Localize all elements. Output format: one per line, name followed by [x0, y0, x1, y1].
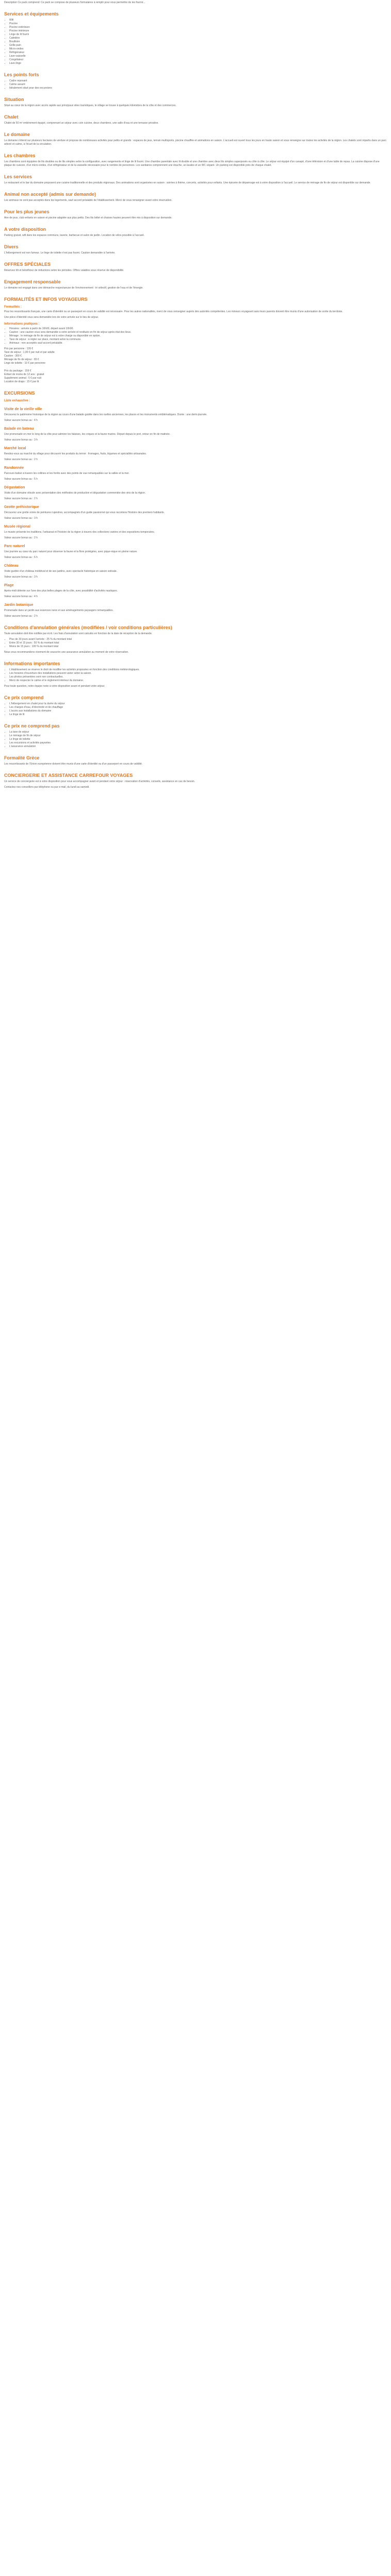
service-item: • Grille-pain: [9, 44, 387, 47]
compris-item: • L'hébergement en chalet pour la durée du séjour: [9, 702, 387, 706]
service-item: • Réfrigérateur: [9, 51, 387, 55]
noncompris-item: • Le ménage de fin de séjour: [9, 734, 387, 738]
point-item: • Cadre reposant: [9, 79, 387, 83]
service-item: • Linge de lit fourni: [9, 33, 387, 37]
divers-title: Divers: [4, 244, 19, 249]
cond-text: Toute annulation doit être notifiée par écrit. Les frais d'annulation sont calculés en fonction de la date de réception de la demande.: [4, 632, 153, 635]
forfait-title: Formalité Grèce: [4, 755, 40, 760]
chalet-title: Chalet: [4, 114, 19, 120]
noncompris-item: • Le linge de toilette: [9, 738, 387, 741]
excursion-title: Plage: [4, 584, 14, 587]
excursion-text: Découvrez une grotte ornée de peintures rupestres, accompagnés d'un guide passionné qui vous racontera l'histoire des premiers habitants.: [4, 511, 165, 514]
excursion-meta: Valeur aucune bonus au : 2 h: [4, 458, 38, 461]
important-item: • Les photos présentées sont non contractuelles.: [9, 675, 387, 679]
excursion-text: Parcours balisé à travers les collines et les forêts avec des points de vue remarquables sur la vallée et la mer.: [4, 472, 129, 475]
enfants-title: Pour les plus jeunes: [4, 209, 50, 214]
excursion-meta: Valeur aucune bonus au : 6 h: [4, 556, 38, 559]
excursion-title: Visite de la vieille ville: [4, 408, 42, 411]
formalites-text2: Une pièce d'identité vous sera demandée lors de votre arrivée sur le lieu de séjour.: [4, 316, 99, 319]
excursion-text: Découvrez le patrimoine historique de la région au cours d'une balade guidée dans les ruelles anciennes, les places et les monuments emblématiques. Durée : une demi-journée.: [4, 413, 207, 416]
excursion-title: Randonnée: [4, 466, 24, 470]
excursion-item: [4, 466, 387, 481]
service-item: • Lave-vaisselle: [9, 55, 387, 58]
price-line: Taxe de séjour : 1,00 € par nuit et par adulte: [4, 351, 55, 354]
excursion-text: Une journée au cœur du parc naturel pour observer la faune et la flore protégées, avec pique-nique en pleine nature.: [4, 550, 138, 553]
excursion-text: Le musée présente les traditions, l'artisanat et l'histoire de la région à travers des collections variées et des expositions temporaires.: [4, 531, 155, 534]
page: [0, 0, 391, 802]
excursion-title: Marché local: [4, 447, 26, 450]
price-line: Prix par personne : 139 €: [4, 347, 34, 350]
excursion-meta: Valeur aucune bonus au : 3 h: [4, 575, 38, 579]
excursion-title: Dégustation: [4, 486, 25, 489]
services-list: [4, 19, 387, 65]
compris-list: [4, 702, 387, 717]
excursion-item: [4, 407, 387, 422]
noncompris-item: • Les excursions et activités payantes: [9, 741, 387, 745]
excursion-item: [4, 603, 387, 618]
info-text: Pour toute question, notre équipe reste à votre disposition avant et pendant votre séjour.: [4, 685, 105, 688]
service-item: • Lave-linge: [9, 62, 387, 65]
cond-text2: Nous vous recommandons vivement de souscrire une assurance annulation au moment de votre réservation.: [4, 651, 129, 654]
compris-item: • L'accès aux installations du domaine: [9, 709, 387, 713]
situation-title: Situation: [4, 97, 24, 102]
point-item: • Calme assuré: [9, 83, 387, 87]
formalites-sub: Formalités :: [4, 306, 22, 309]
prix-block: [4, 347, 387, 365]
formalites-title: FORMALITÉS ET INFOS VOYAGEURS: [4, 297, 88, 302]
excursion-meta: Valeur aucune bonus au : 5 h: [4, 478, 38, 481]
offres-title: OFFRES SPÉCIALES: [4, 262, 51, 267]
animal-text: Les animaux ne sont pas acceptés dans les logements, sauf accord préalable de l'établissement. Merci de vous renseigner avant votre réservation.: [4, 199, 172, 202]
excursion-item: [4, 505, 387, 520]
concierge-text2: Contactez nos conseillers par téléphone ou par e-mail, du lundi au samedi.: [4, 786, 90, 789]
noncompris-list: [4, 731, 387, 749]
excursion-title: Balade en bateau: [4, 427, 34, 431]
excursion-title: Musée régional: [4, 525, 30, 529]
noncompris-item: • L'assurance annulation: [9, 745, 387, 749]
excursion-item: [4, 524, 387, 540]
important-item: • Les horaires d'ouverture des installations peuvent varier selon la saison.: [9, 672, 387, 675]
cond-list: [4, 638, 387, 649]
excursions-title: EXCURSIONS: [4, 391, 35, 396]
excursion-meta: Valeur aucune bonus au : 3 h: [4, 517, 38, 520]
resp-title: Engagement responsable: [4, 279, 61, 284]
info-item: • Caution : une caution vous sera demandée à votre arrivée et restituée en fin de séjour après état des lieux.: [9, 331, 387, 334]
autres-title: A votre disposition: [4, 227, 46, 232]
service-item: • Congélateur: [9, 58, 387, 62]
excursions-list: [4, 407, 387, 618]
price-line: Linge de toilette : 10 € par personne: [4, 362, 46, 365]
enfants-text: Aire de jeux, club enfants en saison et piscine adaptée aux plus petits. Des lits bébé et chaises hautes peuvent être mis à disposition sur demande.: [4, 216, 172, 219]
important-item: • L'établissement se réserve le droit de modifier les activités proposées en fonction des conditions météorologiques.: [9, 668, 387, 672]
info-title: Informations importantes: [4, 661, 60, 666]
excursion-meta: Valeur aucune bonus au : 2 h: [4, 497, 38, 500]
infos-list: [4, 327, 387, 345]
price-line: Prix du package : 159 €: [4, 369, 31, 372]
compris-item: • Les charges d'eau, d'électricité et de chauffage: [9, 706, 387, 709]
excursion-text: Visite d'un domaine viticole avec présentation des méthodes de production et dégustation commentée des vins de la région.: [4, 492, 146, 495]
excursion-meta: Valeur aucune bonus au : 4 h: [4, 595, 38, 598]
concierge-title: CONCIERGERIE ET ASSISTANCE CARREFOUR VOYAGES: [4, 773, 133, 778]
price-line: Caution : 300 €: [4, 354, 22, 358]
info-item: • Ménage : le ménage de fin de séjour est à votre charge ou disponible en option.: [9, 334, 387, 338]
compris-title: Ce prix comprend: [4, 695, 44, 700]
animal-title: Animal non accepté (admis sur demande): [4, 192, 96, 197]
excursion-item: [4, 544, 387, 560]
excursion-text: Rendez-vous au marché du village pour découvrir les produits du terroir : fromages, fruits, légumes et spécialités artisanales.: [4, 452, 147, 455]
price-line: Enfant de moins de 12 ans : gratuit: [4, 373, 44, 376]
info-list: [4, 668, 387, 683]
offres-text: Réservez tôt et bénéficiez de réductions selon les périodes. Offres valables sous réserve de disponibilité.: [4, 269, 124, 272]
excursion-meta: Valeur aucune bonus au : 2 h: [4, 615, 38, 618]
compris-item: • Le linge de lit: [9, 713, 387, 717]
excursion-text: Promenade dans un jardin aux essences rares et aux aménagements paysagers remarquables.: [4, 609, 114, 612]
noncompris-title: Ce prix ne comprend pas: [4, 723, 60, 728]
formalites-text: Pour les ressortissants français, une carte d'identité ou un passeport en cours de validité est nécessaire. Pour les autres nationalités, merci de vous renseigner auprès des autorités compétentes. Les mineurs voyageant sans leurs parents doivent être munis d'une autorisation de sortie du territoire.: [4, 310, 343, 313]
service-item: • Bouilloire: [9, 40, 387, 44]
divers-text: L'hébergement est non fumeur. Le linge de toilette n'est pas fourni. Caution demandée à l'arrivée.: [4, 251, 116, 255]
domaine-text: Le domaine s'étend sur plusieurs hectares de verdure et propose de nombreuses activités pour petits et grands : espaces de jeux, terrain multisports, piscine chauffée et animations en saison. L'accueil est ouvert tous les jours en haute saison et vous renseigne sur toutes les activités de la région. Les chalets sont répartis dans un parc arboré et calme, à l'écart de la circulation.: [4, 139, 387, 146]
noncompris-item: • La taxe de séjour: [9, 731, 387, 734]
service-item: • Cafetière: [9, 37, 387, 40]
excursion-text: Visite guidée d'un château médiéval et de ses jardins, avec spectacle historique en saison estivale.: [4, 570, 118, 573]
cond-item: • Entre 30 et 15 jours : 50 % du montant total: [9, 641, 387, 645]
price-line: Location de draps : 15 € par lit: [4, 380, 39, 383]
info-item: • Horaires : arrivée à partir de 16h00, départ avant 10h00.: [9, 327, 387, 331]
point-item: • Idéalement situé pour des excursions: [9, 87, 387, 90]
excursion-item: [4, 583, 387, 599]
excursion-item: [4, 427, 387, 442]
price-line: Ménage de fin de séjour : 65 €: [4, 358, 39, 361]
cond-item: • Plus de 30 jours avant l'arrivée : 25 % du montant total: [9, 638, 387, 641]
excursion-title: Jardin botanique: [4, 603, 34, 607]
important-item: • Merci de respecter le calme et le règlement intérieur du domaine.: [9, 679, 387, 683]
domaine-title: Le domaine: [4, 132, 30, 137]
services2-title: Les services: [4, 174, 32, 179]
situation-text: Situé au cœur de la région avec accès rapide aux principaux sites touristiques, le village se trouve à quelques kilomètres de la côte et des commerces.: [4, 104, 176, 107]
services-title: Services et équipements: [4, 11, 59, 16]
excursion-item: [4, 446, 387, 462]
service-item: • Piscine intérieure: [9, 29, 387, 33]
points-list: [4, 79, 387, 90]
chambres-text: Les chambres sont équipées de lits doubles ou de lits simples selon la configuration, avec rangements et linge de lit fourni. Une chambre parentale avec lit double et une chambre avec deux lits simples superposés ou côte à côte. Le séjour est équipé d'un canapé, d'une télévision et d'une table de repas. La cuisine dispose d'une plaque de cuisson, d'un micro-ondes, d'un réfrigérateur et de la vaisselle nécessaire pour le nombre de personnes. Les sanitaires comprennent une douche, un lavabo et un WC séparé. Un parking est disponible près de chaque chalet.: [4, 160, 380, 167]
service-item: • Piscine: [9, 22, 387, 26]
excursion-item: [4, 485, 387, 501]
cond-title: Conditions d'annulation générales (modifiées / voir conditions particulières): [4, 625, 172, 630]
excursion-text: Après-midi détente sur l'une des plus belles plages de la côte, avec possibilité d'activités nautiques.: [4, 589, 118, 592]
infos-sub: Informations pratiques :: [4, 323, 40, 326]
points-title: Les points forts: [4, 72, 39, 77]
chalet-text: Chalet de 50 m² entièrement équipé, comprenant un séjour avec coin cuisine, deux chambres, une salle d'eau et une terrasse privative.: [4, 122, 159, 125]
resp-text: Le domaine est engagé dans une démarche respectueuse de l'environnement : tri sélectif, gestion de l'eau et de l'énergie.: [4, 286, 143, 290]
services2-text: Le restaurant et le bar du domaine proposent une cuisine traditionnelle et des produits régionaux. Des animations sont organisées en saison : soirées à thème, concerts, activités pour enfants. Une épicerie de dépannage est à votre disposition à l'accueil. Le service de ménage de fin de séjour est disponible sur demande.: [4, 181, 371, 184]
price-line: Supplément animal : 5 € par nuit: [4, 377, 41, 380]
info-item: • Taxe de séjour : à régler sur place, montant selon la commune.: [9, 338, 387, 342]
excursion-item: [4, 564, 387, 579]
excursion-meta: Valeur aucune bonus au : 2 h: [4, 536, 38, 539]
service-item: • Piscine extérieure: [9, 26, 387, 29]
service-item: • Micro-ondes: [9, 47, 387, 51]
forfait-text: Les ressortissants de l'Union européenne doivent être munis d'une carte d'identité ou d'un passeport en cours de validité.: [4, 762, 143, 766]
chambres-title: Les chambres: [4, 153, 36, 158]
excursions-sub: Liste exhaustive :: [4, 399, 30, 402]
excursion-title: Parc naturel: [4, 545, 25, 548]
excursion-meta: Valeur aucune bonus au : 4 h: [4, 419, 38, 422]
excursion-title: Grotte préhistorique: [4, 505, 39, 509]
info-item: • Animaux : non acceptés sauf accord préalable.: [9, 342, 387, 345]
intro-text: Description Ce pack comprend: Ce pack se compose de plusieurs formulaires à remplir pour vous permettre de les fournir...: [4, 1, 145, 4]
excursion-title: Château: [4, 564, 19, 568]
excursion-text: Une promenade en mer le long de la côte pour admirer les falaises, les criques et la faune marine. Départ depuis le port, retour en fin de matinée.: [4, 433, 171, 436]
service-item: • Wifi: [9, 19, 387, 22]
excursion-meta: Valeur aucune bonus au : 3 h: [4, 438, 38, 442]
cond-item: • Moins de 15 jours : 100 % du montant total: [9, 645, 387, 649]
concierge-text: Un service de conciergerie est à votre disposition pour vous accompagner avant et pendant votre séjour : réservation d'activités, conseils, assistance en cas de besoin.: [4, 780, 196, 783]
prix2-block: [4, 369, 387, 384]
autres-text: Parking gratuit, wifi dans les espaces communs, laverie, barbecue et salon de jardin. Location de vélos possible à l'accueil.: [4, 234, 144, 237]
